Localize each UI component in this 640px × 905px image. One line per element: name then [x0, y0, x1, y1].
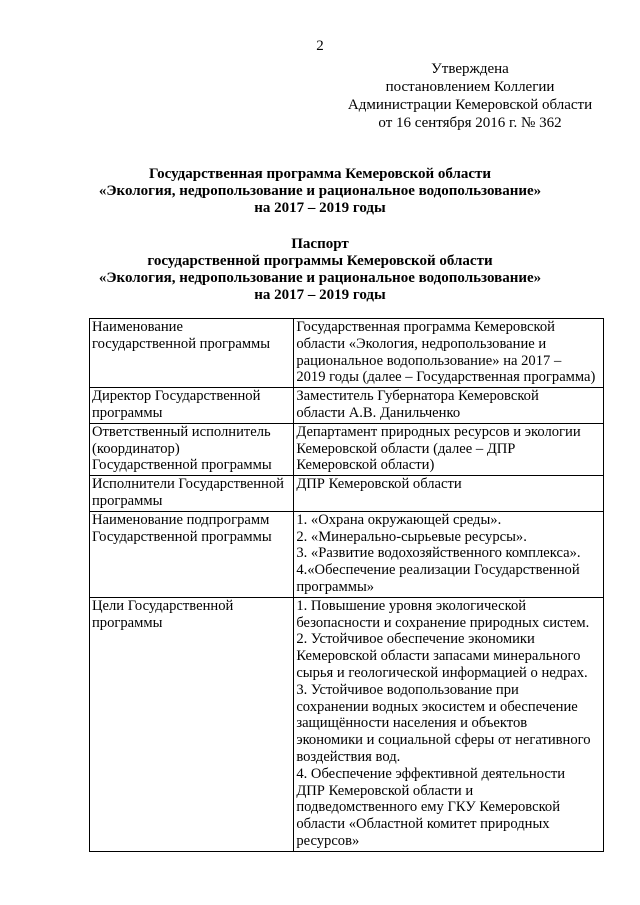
cell-line: Государственной программы: [92, 528, 272, 545]
cell-line: Государственная программа Кемеровской: [296, 319, 555, 335]
cell-line: защищённости населения и объектов: [296, 715, 528, 732]
row-label: [90, 319, 294, 388]
page-number: 2: [316, 38, 324, 54]
table-row: [90, 388, 604, 424]
table-row: [90, 511, 604, 597]
cell-line: Цели Государственной: [92, 597, 234, 614]
row-label: [90, 476, 294, 512]
cell-line: подведомственного ему ГКУ Кемеровской: [296, 799, 561, 816]
cell-line: воздействия вод.: [296, 748, 401, 765]
cell-line: Государственной программы: [92, 457, 272, 474]
cell-line: Заместитель Губернатора Кемеровской: [296, 388, 539, 405]
cell-line: 3. Устойчивое водопользование при: [296, 681, 519, 698]
cell-line: Директор Государственной: [92, 388, 261, 405]
passport-heading-line: государственной программы Кемеровской области: [147, 253, 493, 269]
row-label: [90, 597, 294, 851]
cell-line: области «Экология, недропользование и: [296, 335, 547, 352]
approval-line: Администрации Кемеровской области: [347, 97, 593, 113]
cell-line: программы: [92, 404, 163, 421]
cell-line: программы: [92, 492, 163, 509]
cell-line: 1. «Охрана окружающей среды».: [296, 511, 502, 528]
title-line: Государственная программа Кемеровской области: [148, 166, 492, 182]
cell-line: 2. «Минерально-сырьевые ресурсы».: [296, 528, 527, 545]
cell-line: государственной программы: [92, 335, 271, 352]
cell-line: Кемеровской области): [296, 457, 435, 474]
table-row: [90, 476, 604, 512]
row-value: [294, 388, 604, 424]
row-label: [90, 511, 294, 597]
passport-heading-line: на 2017 – 2019 годы: [254, 287, 386, 303]
cell-line: области «Областной комитет природных: [296, 816, 550, 833]
approval-line: постановлением Коллегии: [385, 79, 555, 95]
cell-line: Кемеровской области (далее – ДПР: [296, 440, 516, 457]
cell-line: 4. Обеспечение эффективной деятельности: [296, 765, 566, 782]
row-label: [90, 423, 294, 475]
table-row: [90, 597, 604, 851]
cell-line: 3. «Развитие водохозяйственного комплекса».: [296, 545, 581, 562]
approval-line: от 16 сентября 2016 г. № 362: [378, 115, 562, 131]
table-row: [90, 319, 604, 388]
title-line: «Экология, недропользование и рациональное водопользование»: [98, 183, 542, 199]
cell-line: сохранении водных экосистем и обеспечение: [296, 698, 578, 715]
row-value: [294, 511, 604, 597]
cell-line: Ответственный исполнитель: [92, 423, 271, 440]
passport-table: [89, 318, 604, 852]
row-label: [90, 388, 294, 424]
cell-line: (координатор): [92, 440, 180, 457]
row-value: [294, 476, 604, 512]
passport-heading: [40, 236, 600, 304]
cell-line: ДПР Кемеровской области: [296, 476, 462, 493]
title-line: на 2017 – 2019 годы: [254, 200, 386, 216]
cell-line: программы: [92, 614, 163, 631]
passport-heading-line: «Экология, недропользование и рациональное водопользование»: [98, 270, 542, 286]
row-value: [294, 423, 604, 475]
passport-heading-line: Паспорт: [291, 236, 349, 252]
row-value: [294, 597, 604, 851]
cell-line: 4.«Обеспечение реализации Государственной: [296, 562, 580, 579]
cell-line: Наименование: [92, 319, 183, 335]
cell-line: экономики и социальной сферы от негативного: [296, 732, 591, 749]
row-value: [294, 319, 604, 388]
cell-line: ДПР Кемеровской области и: [296, 782, 474, 799]
approval-line: Утверждена: [431, 61, 509, 77]
cell-line: Кемеровской области запасами минерального: [296, 648, 581, 665]
cell-line: рациональное водопользование» на 2017 –: [296, 352, 562, 369]
cell-line: программы»: [296, 578, 375, 595]
cell-line: области А.В. Данильченко: [296, 404, 461, 421]
cell-line: Исполнители Государственной: [92, 476, 284, 493]
document-title: [40, 166, 600, 217]
cell-line: сырья и геологической информацией о недрах.: [296, 664, 588, 681]
cell-line: ресурсов»: [296, 832, 360, 849]
cell-line: безопасности и сохранение природных систем.: [296, 614, 590, 631]
cell-line: Департамент природных ресурсов и экологии: [296, 423, 581, 440]
table-row: [90, 423, 604, 475]
cell-line: 1. Повышение уровня экологической: [296, 597, 527, 614]
cell-line: 2019 годы (далее – Государственная программа): [296, 369, 596, 386]
cell-line: 2. Устойчивое обеспечение экономики: [296, 631, 535, 648]
cell-line: Наименование подпрограмм: [92, 511, 270, 528]
approval-block: [335, 60, 605, 132]
